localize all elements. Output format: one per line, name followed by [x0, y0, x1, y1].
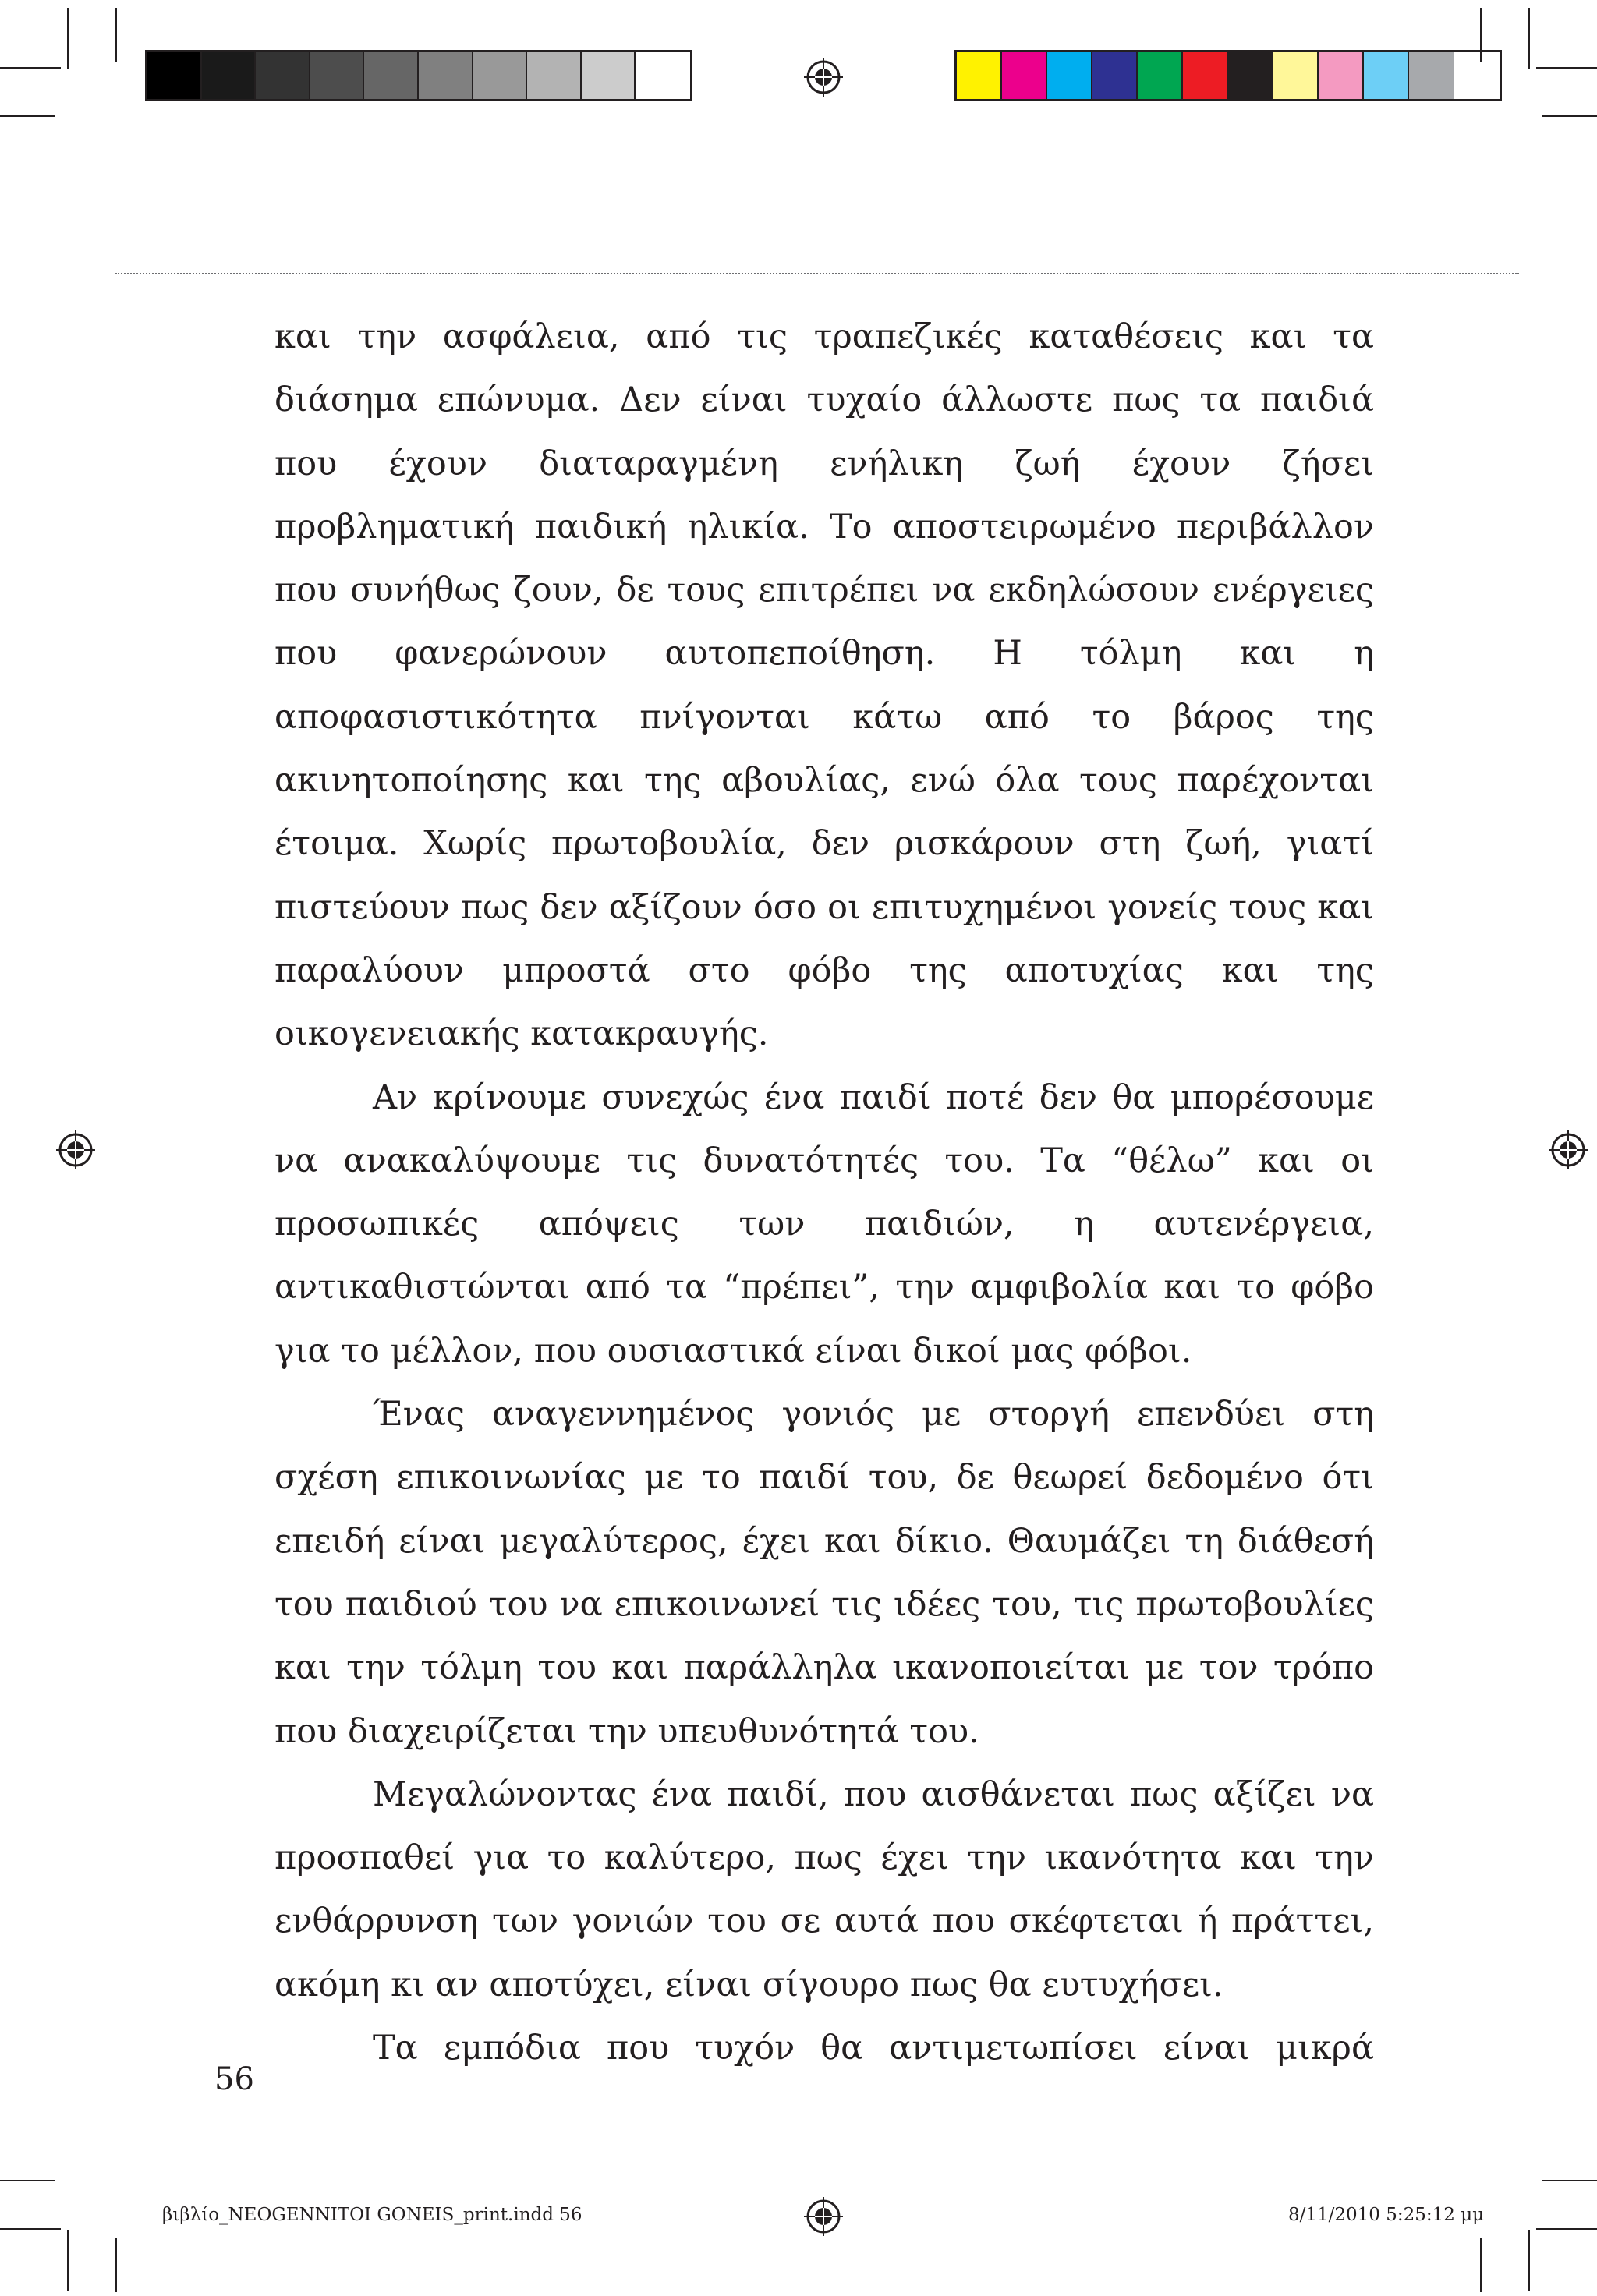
color-swatch [582, 52, 636, 99]
crop-mark [0, 2180, 55, 2181]
crop-mark [1480, 2238, 1482, 2292]
color-swatch [1364, 52, 1409, 99]
slug-filename: βιβλίο_NEOGENNITOI GONEIS_print.indd 56 [162, 2205, 582, 2225]
color-swatch [364, 52, 419, 99]
crop-mark [0, 2228, 61, 2230]
color-swatch [147, 52, 202, 99]
crop-mark [1542, 2180, 1597, 2181]
page-body-text [274, 306, 1374, 2080]
color-swatch [419, 52, 473, 99]
registration-mark-icon [804, 58, 843, 97]
crop-mark [1528, 8, 1530, 69]
crop-mark [1536, 67, 1597, 69]
crop-mark [67, 2230, 69, 2291]
page-number: 56 [214, 2061, 254, 2097]
color-swatch [1273, 52, 1319, 99]
paragraph: Μεγαλώνοντας ένα παιδί, που αισθάνεται πως αξίζει να προσπαθεί για το καλύτερο, πως έχει την ικανότητα και την ενθάρρυνση των γονιών του σε αυτά που σκέφτεται ή πράττει, ακόμη κι αν αποτύχει, είναι σίγουρο πως θα ευτυχήσει. [274, 1774, 1374, 2004]
color-swatch [473, 52, 528, 99]
color-swatch [202, 52, 257, 99]
slug-timestamp: 8/11/2010 5:25:12 μμ [1288, 2205, 1485, 2225]
crop-mark [115, 8, 117, 62]
color-swatch [256, 52, 310, 99]
crop-mark [0, 115, 55, 117]
crop-mark [0, 67, 61, 69]
color-swatch [1409, 52, 1454, 99]
color-swatch [527, 52, 582, 99]
paragraph: Τα εμπόδια που τυχόν θα αντιμετωπίσει είναι μικρά [373, 2029, 1374, 2068]
registration-mark-icon [1549, 1130, 1588, 1169]
registration-mark-icon [804, 2197, 843, 2236]
color-swatch [1092, 52, 1138, 99]
crop-mark [115, 2238, 117, 2292]
color-swatch [1138, 52, 1183, 99]
registration-mark-icon [56, 1130, 95, 1169]
crop-mark [67, 8, 69, 69]
crop-mark [1528, 2230, 1530, 2291]
header-dotted-rule [115, 273, 1519, 274]
color-swatch [1002, 52, 1047, 99]
color-swatch [957, 52, 1002, 99]
crop-mark [1542, 115, 1597, 117]
paragraph: Αν κρίνουμε συνεχώς ένα παιδί ποτέ δεν θα μπορέσουμε να ανακαλύψουμε τις δυνατότητές του. Τα “θέλω” και οι προσωπικές απόψεις των παιδιών, η αυτενέργεια, αντικαθιστώνται από τα “πρέπει”, την αμφιβολία και το φόβο για το μέλλον, που ουσιαστικά είναι δικοί μας φόβοι. [274, 1077, 1374, 1371]
color-swatch [310, 52, 365, 99]
crop-mark [1536, 2228, 1597, 2230]
paragraph: και την ασφάλεια, από τις τραπεζικές καταθέσεις και τα διάσημα επώνυμα. Δεν είναι τυχαίο άλλωστε πως τα παιδιά που έχουν διαταραγμένη ενήλικη ζωή έχουν ζήσει προβληματική παιδική ηλικία. Το αποστειρωμένο περιβάλλον που συνήθως ζουν, δε τους επιτρέπει να εκδηλώσουν ενέργειες που φανερώνουν αυτοπεποίθηση. Η τόλμη και η αποφασιστικότητα πνίγονται κάτω από το βάρος της ακινητοποίησης και της αβουλίας, ενώ όλα τους παρέχονται έτοιμα. Χωρίς πρωτοβουλία, δεν ρισκάρουν στη ζωή, γιατί πιστεύουν πως δεν αξίζουν όσο οι επιτυχημένοι γονείς τους και παραλύουν μπροστά στο φόβο της αποτυχίας και της οικογενειακής κατακραυγής. [274, 317, 1374, 1054]
color-swatch [1183, 52, 1228, 99]
color-swatch [1228, 52, 1273, 99]
color-swatch [1319, 52, 1364, 99]
color-swatch [1047, 52, 1092, 99]
process-color-bar [954, 50, 1502, 101]
paragraph: Ένας αναγεννημένος γονιός με στοργή επενδύει στη σχέση επικοινωνίας με το παιδί του, δε θεωρεί δεδομένο ότι επειδή είναι μεγαλύτερος, έχει και δίκιο. Θαυμάζει τη διάθεσή του παιδιού του να επικοινωνεί τις ιδέες του, τις πρωτοβουλίες και την τόλμη του και παράλληλα ικανοποιείται με τον τρόπο που διαχειρίζεται την υπευθυνότητά του. [274, 1395, 1374, 1751]
color-swatch [636, 52, 690, 99]
grayscale-color-bar [145, 50, 692, 101]
